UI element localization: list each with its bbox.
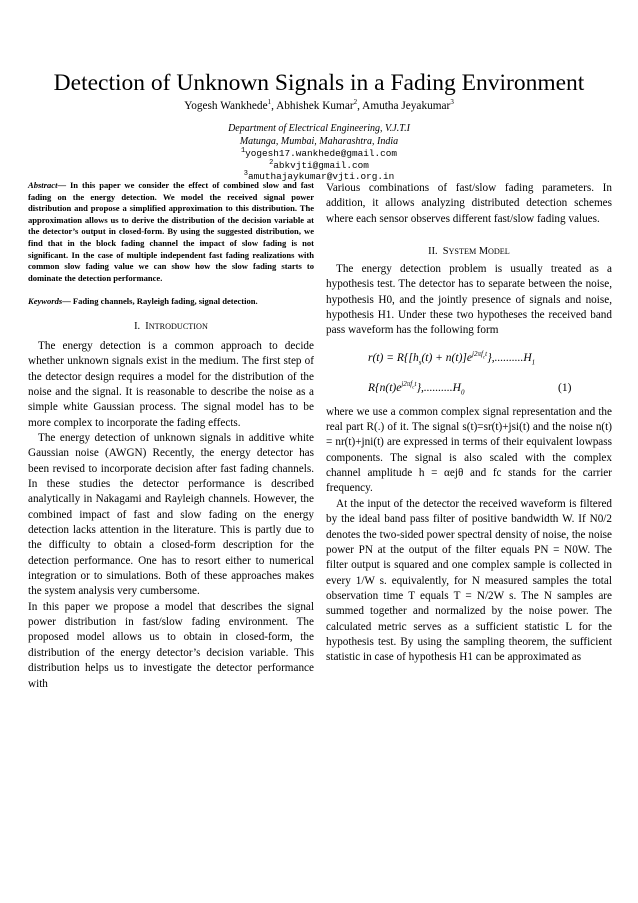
eq-part: t bbox=[485, 349, 488, 358]
eq-sub: c bbox=[412, 385, 415, 391]
email-mark: 3 bbox=[243, 170, 248, 179]
eq-part: (t) + n(t)]e bbox=[421, 351, 472, 364]
author-mark: 1 bbox=[267, 98, 272, 107]
left-column bbox=[28, 180, 314, 692]
section-rest: YSTEM bbox=[448, 247, 477, 257]
author-name: Yogesh Wankhede bbox=[184, 100, 268, 112]
system-model-paragraph-3: At the input of the detector the received waveform is filtered by the ideal band pass filter of positive bandwidth W. If N0/2 denotes the two-sided power spectral density of noise, the noise power PN at the output of the filter equals PN = N0W. The filter output is squared and one complex sample is collected in every 1/W s. equivalently, for N measured samples the total observation time T equals T = N/2W s. The N samples are summed together and normalized by the noise power. The calculated metric serves as a sufficient statistic L for the hypothesis test. By using the sampling theorem, the sufficient statistic in case of hypothesis H1 can be approximated as bbox=[326, 497, 612, 664]
system-model-paragraph-2: where we use a common complex signal representation and the real part R(.) of it. The signal s(t)=sr(t)+jsi(t) and the noise n(t) = nr(t)+jni(t) are expressed in terms of their equivalent lowpass components. The signal is also scaled with the complex channel amplitude h = αejθ and fc stands for the carrier frequency. bbox=[326, 405, 612, 495]
author-list: Yogesh Wankhede$^1$, Abhishek Kumar$^2$, Amutha Jeyakumar$^3$ bbox=[184, 98, 454, 112]
equation-number: (1) bbox=[558, 381, 572, 394]
eq-part: r(t) = R{[h bbox=[368, 351, 419, 364]
intro-paragraph-1 bbox=[28, 339, 314, 431]
equation-1b bbox=[326, 375, 612, 405]
eq-exponent bbox=[472, 349, 488, 361]
keywords bbox=[28, 296, 314, 308]
drop-letter: T bbox=[38, 339, 45, 352]
section-cap: I bbox=[145, 320, 149, 332]
right-paragraph-0: Various combinations of fast/slow fading parameters. In addition, it allows analyzing distributed detection schemes where each sensor observes different fast/slow fading values. bbox=[326, 182, 612, 225]
email-address: yogesh17.wankhede@gmail.com bbox=[245, 148, 398, 159]
eq-part: j2πf bbox=[401, 379, 413, 388]
system-model-paragraph-1: The energy detection problem is usually treated as a hypothesis test. The detector has to separate between the noise, hypothesis H0, and the jointly presence of signals and noise, hypothesis H1. Under these two hypotheses the received band pass waveform has the following form bbox=[326, 263, 612, 337]
eq-part: },..........H bbox=[487, 351, 532, 364]
section-numeral: I. bbox=[134, 320, 141, 332]
abstract-label: Abstract bbox=[28, 180, 58, 190]
eq-sub: c bbox=[482, 355, 486, 361]
paper-title: Detection of Unknown Signals in a Fading Environment bbox=[53, 70, 585, 96]
eq-sub: 1 bbox=[531, 358, 536, 367]
abstract-text: — In this paper we consider the effect of combined slow and fast fading on the energy detection. We model the received signal power distribution and propose a simplified approximation to this distribution. The approximation allows us to derive the distribution of the decision variable at the detector’s output in closed-form. By using the suggested distribution, we find that in the block fading channel the impact of slow fading is not significant. In the case of multiple independent fast fading realizations with common slow fading value we can show how the slow fading starts to dominate the detection performance. bbox=[28, 180, 314, 283]
intro-paragraph-2: The energy detection of unknown signals in additive white Gaussian noise (AWGN) Recently, the energy detector has been revised to incorporate decision after fast fading channels. In these studies the detector performance is described analytically in Nakagami and Rayleigh channels. However, the combined impact of fast and slow fading on the energy detection lacks attention in the literature. This is partly due to the difficulty to obtain a closed-form description for the detection performance. One has to resort either to numerical integration or to simulations. Both of these approaches makes the system analysis very cumbersome. bbox=[28, 432, 314, 598]
section-cap: M bbox=[478, 246, 488, 258]
section-heading-system-model bbox=[326, 245, 612, 258]
email-address: amuthajaykumar@vjti.org.in bbox=[247, 171, 395, 183]
author-name: Abhishek Kumar bbox=[276, 100, 354, 112]
email-address: abkvjti@gmail.com bbox=[273, 159, 369, 171]
section-cap: S bbox=[442, 246, 449, 258]
eq-exponent bbox=[401, 379, 417, 391]
eq-sub: 0 bbox=[460, 388, 465, 397]
intro-paragraph-1-text: he energy detection is a common approach to decide whether unknown signals exist in the medium. The first step of the detector design requires a model for the distribution of the noise and the signal. It is reasonable to describe the noise as a simple white Gaussian process. The signal model has to be more complex to incorporate the fading effects. bbox=[28, 339, 314, 429]
affiliation-department: Department of Electrical Engineering, V.J.T.I bbox=[228, 123, 410, 134]
affiliation-location: Matunga, Mumbai, Maharashtra, India bbox=[239, 136, 399, 147]
equation-1a bbox=[326, 339, 612, 375]
email-mark: 1 bbox=[240, 146, 246, 155]
email-line bbox=[0, 160, 638, 172]
eq-sub: s bbox=[418, 358, 422, 367]
email-mark: 2 bbox=[269, 158, 274, 167]
equation-1a-body bbox=[368, 351, 535, 366]
section-numeral: II. bbox=[428, 246, 438, 258]
section-rest: NTRODUCTION bbox=[148, 321, 208, 331]
email-line bbox=[0, 148, 638, 160]
email-list bbox=[0, 148, 638, 183]
equation-1b-body bbox=[368, 381, 464, 396]
eq-part: },..........H bbox=[416, 381, 461, 394]
right-column bbox=[326, 181, 612, 666]
eq-part: j2πf bbox=[472, 349, 483, 358]
author-mark: 2 bbox=[353, 98, 358, 107]
section-heading-introduction bbox=[28, 320, 314, 333]
eq-part: R{n(t)e bbox=[368, 381, 402, 394]
eq-part: t bbox=[414, 379, 417, 388]
intro-paragraph-3: In this paper we propose a model that describes the signal power distribution in fast/slow fading environment. The proposed model allows us to obtain in closed-form, the distribution of the energy detector’s decision variable. This distribution helps us to investigate the detector performance with bbox=[28, 600, 314, 690]
abstract bbox=[28, 180, 314, 284]
keywords-text: — Fading channels, Rayleigh fading, signal detection. bbox=[62, 296, 258, 307]
author-name: Amutha Jeyakumar bbox=[362, 100, 451, 112]
section-rest: ODEL bbox=[487, 247, 510, 257]
author-mark: 3 bbox=[450, 98, 454, 107]
affiliation bbox=[0, 122, 638, 148]
keywords-label: Keywords bbox=[28, 296, 63, 307]
